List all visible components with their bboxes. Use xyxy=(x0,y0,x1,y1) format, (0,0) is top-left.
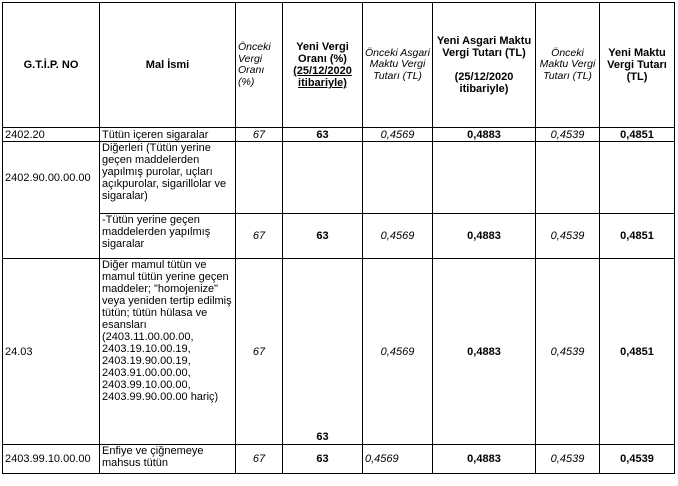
cell-gtip: 2402.20 xyxy=(3,128,100,142)
header-yeni-vergi-orani-label: Yeni Vergi Oranı (%) xyxy=(296,41,349,65)
header-yeni-asgari-maktu-label: Yeni Asgari Maktu Vergi Tutarı (TL) xyxy=(436,35,532,59)
header-yeni-maktu: Yeni Maktu Vergi Tutarı (TL) xyxy=(600,3,675,128)
cell-mal-ismi: Enfiye ve çiğnemeye mahsus tütün xyxy=(100,445,236,474)
header-onceki-asgari-maktu: Önceki Asgari Maktu Vergi Tutarı (TL) xyxy=(363,3,433,128)
table-row xyxy=(3,445,675,474)
header-onceki-vergi-orani: Önceki Vergi Oranı (%) xyxy=(236,3,283,128)
cell-onceki-asgari: 0,4569 xyxy=(363,445,433,474)
cell-mal-ismi: -Tütün yerine geçen maddelerden yapılmış sigaralar xyxy=(100,214,236,259)
cell-onceki-oran: 67 xyxy=(236,259,283,445)
cell-onceki-maktu: 0,4539 xyxy=(536,128,600,142)
table-row xyxy=(3,128,675,142)
table-row xyxy=(3,214,675,259)
table-row xyxy=(3,142,675,214)
cell-onceki-maktu xyxy=(536,142,600,214)
cell-yeni-oran: 63 xyxy=(283,128,363,142)
cell-onceki-oran xyxy=(236,142,283,214)
cell-mal-ismi: Tütün içeren sigaralar xyxy=(100,128,236,142)
cell-mal-ismi: Diğer mamul tütün ve mamul tütün yerine geçen maddeler; "homojenize" veya yeniden tertip edilmiş tütün; tütün hülasa ve esansları (2403.11.00.00.00, 2403.19.10.00.19, 2403.19.90.00.19, 2403.91.00.00.00, 2403.99.10.00.00, 2403.99.90.00.00 hariç) xyxy=(100,259,236,445)
header-row xyxy=(3,3,675,128)
cell-yeni-oran: 63 xyxy=(283,445,363,474)
cell-gtip xyxy=(3,142,100,259)
cell-yeni-oran xyxy=(283,142,363,214)
table-row xyxy=(3,259,675,445)
cell-yeni-asgari: 0,4883 xyxy=(433,445,536,474)
cell-onceki-oran: 67 xyxy=(236,128,283,142)
header-gtip: G.T.İ.P. NO xyxy=(3,3,100,128)
cell-gtip: 24.03 xyxy=(3,259,100,445)
cell-yeni-oran: 63 xyxy=(283,214,363,259)
header-yeni-asgari-maktu xyxy=(433,3,536,128)
cell-onceki-oran: 67 xyxy=(236,214,283,259)
cell-onceki-asgari: 0,4569 xyxy=(363,128,433,142)
cell-onceki-maktu: 0,4539 xyxy=(536,259,600,445)
cell-onceki-maktu: 0,4539 xyxy=(536,445,600,474)
cell-yeni-oran: 63 xyxy=(283,259,363,445)
cell-yeni-asgari: 0,4883 xyxy=(433,128,536,142)
cell-gtip-text: 2402.90.00.00.00 xyxy=(5,172,91,184)
tax-rate-table xyxy=(2,2,675,474)
cell-onceki-maktu: 0,4539 xyxy=(536,214,600,259)
cell-yeni-maktu: 0,4851 xyxy=(600,259,675,445)
cell-yeni-asgari: 0,4883 xyxy=(433,259,536,445)
cell-yeni-maktu: 0,4539 xyxy=(600,445,675,474)
header-yeni-vergi-orani-date: (25/12/2020 itibariyle) xyxy=(293,65,352,89)
header-yeni-vergi-orani xyxy=(283,3,363,128)
cell-yeni-maktu: 0,4851 xyxy=(600,128,675,142)
cell-onceki-asgari: 0,4569 xyxy=(363,259,433,445)
cell-yeni-asgari xyxy=(433,142,536,214)
cell-onceki-asgari: 0,4569 xyxy=(363,214,433,259)
header-mal-ismi: Mal İsmi xyxy=(100,3,236,128)
header-onceki-maktu: Önceki Maktu Vergi Tutarı (TL) xyxy=(536,3,600,128)
cell-yeni-maktu xyxy=(600,142,675,214)
cell-yeni-asgari: 0,4883 xyxy=(433,214,536,259)
cell-onceki-asgari xyxy=(363,142,433,214)
cell-gtip: 2403.99.10.00.00 xyxy=(3,445,100,474)
cell-mal-ismi: Diğerleri (Tütün yerine geçen maddelerden yapılmış purolar, uçları açıkpurolar, sigarillolar ve sigaralar) xyxy=(100,142,236,214)
header-yeni-asgari-maktu-date: (25/12/2020 itibariyle) xyxy=(454,71,514,95)
cell-onceki-oran: 67 xyxy=(236,445,283,474)
cell-yeni-maktu: 0,4851 xyxy=(600,214,675,259)
